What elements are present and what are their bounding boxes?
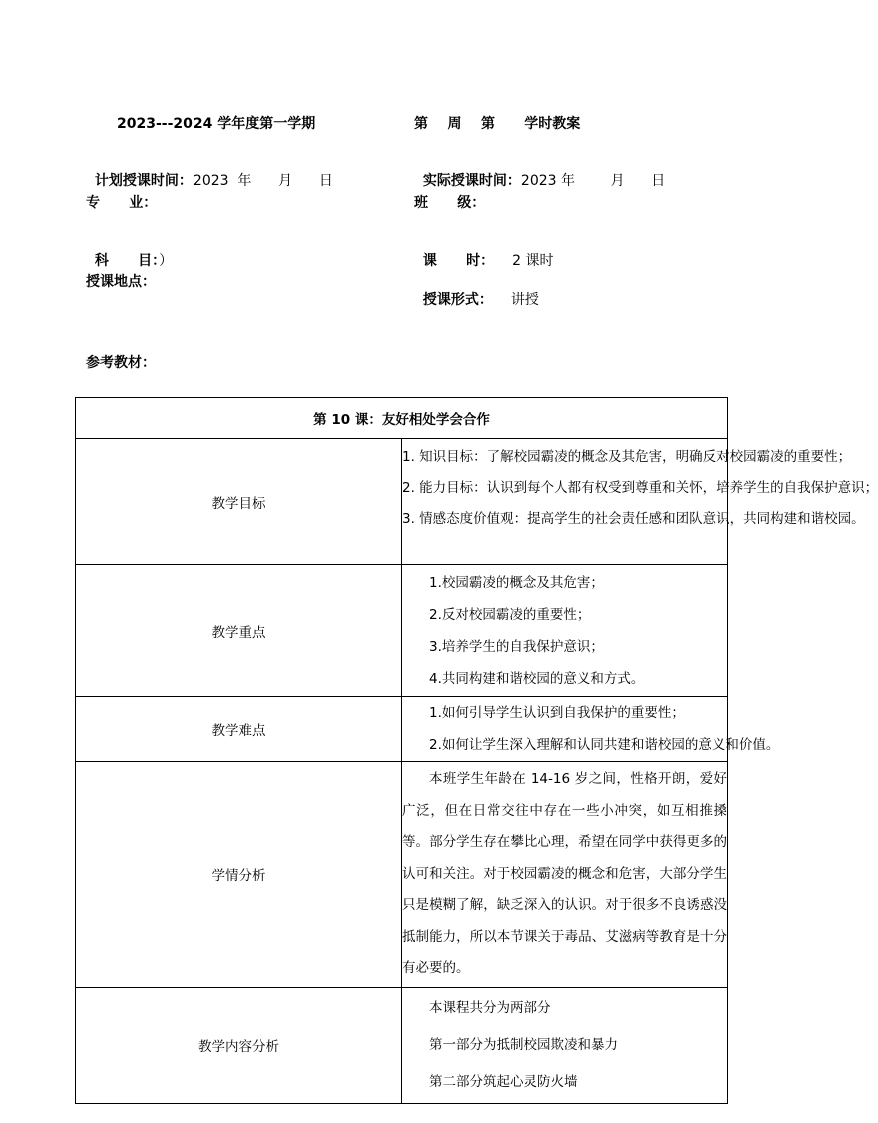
hours-value: 2 课时 — [512, 253, 554, 269]
form-label: 授课形式： — [422, 292, 493, 308]
subject-row — [86, 234, 173, 270]
lesson-title: 第 10 课：友好相处学会合作 — [76, 398, 728, 439]
key-point-line: 2.反对校园霸凌的重要性； — [429, 606, 591, 623]
table-row — [76, 565, 728, 697]
class-label: 班 级： — [414, 195, 486, 211]
objectives-content — [402, 439, 878, 565]
key-point-line: 4.共同构建和谐校园的意义和方式。 — [429, 670, 645, 687]
objective-line: 3. 情感态度价值观：提高学生的社会责任感和团队意识，共同构建和谐校园。 — [402, 511, 865, 527]
difficulties-content — [402, 697, 780, 762]
hours-row — [414, 234, 554, 270]
key-point-line: 1.校园霸凌的概念及其危害； — [429, 574, 604, 591]
subject-value: ） — [159, 253, 174, 269]
row-label-content-analysis: 教学内容分析 — [76, 987, 402, 1103]
hours-label: 课 时： — [422, 253, 495, 269]
student-analysis-paragraph: 本班学生年龄在 14-16 岁之间，性格开朗，爱好广泛，但在日常交往中存在一些小冲突，如互相推搡等。部分学生存在攀比心理，希望在同学中获得更多的认可和关注。对于校园霸凌的概念和危害，大部分学生只是模糊了解，缺乏深入的认识。对于很多不良诱惑没抵制能力，所以本节课关于毒品、艾滋病等教育是十分有必要的。 — [402, 771, 727, 976]
lesson-plan-table — [75, 397, 878, 1104]
row-label-difficulties: 教学难点 — [76, 697, 402, 762]
actual-time-row — [414, 154, 665, 190]
content-analysis-line: 第一部分为抵制校园欺凌和暴力 — [429, 1036, 618, 1053]
student-analysis-content — [402, 762, 728, 988]
table-row — [76, 987, 728, 1103]
key-point-line: 3.培养学生的自我保护意识； — [429, 638, 604, 655]
subject-label: 科 目： — [94, 253, 160, 269]
planned-time-value: 2023 年 月 日 — [192, 173, 333, 189]
planned-time-label: 计划授课时间： — [94, 173, 193, 189]
row-label-student-analysis: 学情分析 — [76, 762, 402, 988]
form-value: 讲授 — [510, 292, 539, 308]
row-label-objectives: 教学目标 — [76, 439, 402, 565]
planned-time-row — [86, 154, 333, 190]
table-title-row — [76, 398, 728, 439]
content-analysis-content — [402, 987, 728, 1103]
difficulty-line: 1.如何引导学生认识到自我保护的重要性； — [429, 705, 685, 721]
objective-line: 1. 知识目标：了解校园霸凌的概念及其危害，明确反对校园霸凌的重要性； — [402, 449, 852, 465]
table-row — [76, 439, 728, 565]
table-row — [76, 762, 728, 988]
row-label-key-points: 教学重点 — [76, 565, 402, 697]
content-analysis-line: 第二部分筑起心灵防火墙 — [429, 1073, 578, 1090]
reference-label: 参考教材： — [86, 355, 156, 371]
major-label: 专 业： — [86, 195, 158, 211]
actual-time-label: 实际授课时间： — [422, 173, 521, 189]
difficulty-line: 2.如何让学生深入理解和认同共建和谐校园的意义和价值。 — [429, 737, 780, 753]
location-label: 授课地点： — [86, 274, 156, 290]
key-points-content — [402, 565, 728, 697]
form-row — [414, 273, 539, 309]
table-row — [76, 697, 728, 762]
content-analysis-line: 本课程共分为两部分 — [429, 999, 551, 1016]
lesson-plan-title: 第 周 第 学时教案 — [414, 116, 581, 132]
actual-time-value: 2023 年 月 日 — [520, 173, 666, 189]
term-title: 2023---2024 学年度第一学期 — [117, 116, 316, 132]
objective-line: 2. 能力目标：认识到每个人都有权受到尊重和关怀，培养学生的自我保护意识； — [402, 480, 878, 496]
